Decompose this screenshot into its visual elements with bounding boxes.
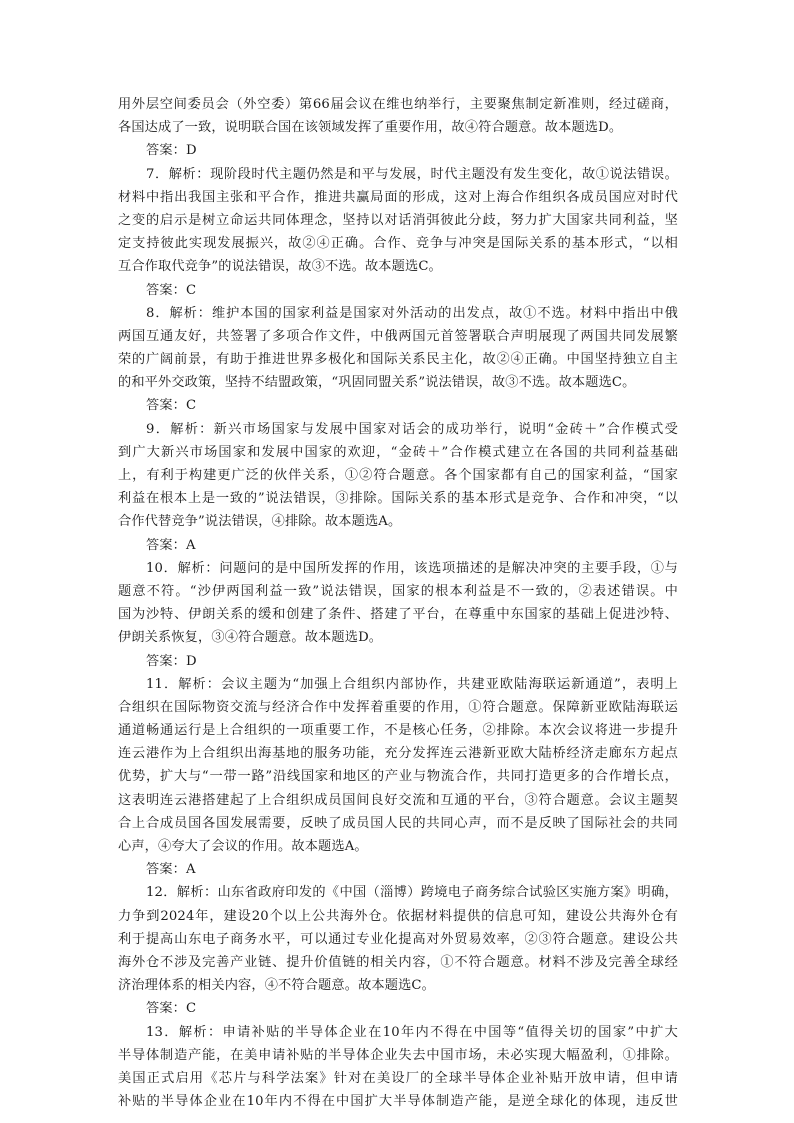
- text-line: 互合作取代竞争”的说法错误，故③不选。故本题选C。: [118, 259, 442, 275]
- answer-line: 答案：A: [146, 862, 196, 878]
- text-line: 心声，④夸大了会议的作用。故本题选A。: [118, 839, 368, 854]
- text-line: 优势，扩大与“一带一路”沿线国家和地区的产业与物流合作，共同打造更多的合作增长点，: [118, 769, 678, 785]
- text-line: 利益在根本上是一致的”说法错误，③排除。国际关系的基本形式是竞争、合作和冲突，“以: [118, 491, 678, 507]
- answer-line: 答案：D: [146, 143, 197, 159]
- text-line: 合组织在国际物资交流与经济合作中发挥着重要的作用，①符合题意。保障新亚欧陆海联运: [118, 699, 678, 715]
- text-line: 这表明连云港搭建起了上合组织成员国间良好交流和互通的平台，③符合题意。会议主题契: [118, 792, 678, 808]
- text-line: 的和平外交政策，坚持不结盟政策，“巩固同盟关系”说法错误，故③不选。故本题选C。: [118, 375, 636, 391]
- answer-line: 答案：D: [146, 653, 197, 669]
- text-line: 连云港作为上合组织出海基地的服务功能，充分发挥连云港新亚欧大陆桥经济走廊东方起点: [118, 746, 678, 762]
- text-line: 海外仓不涉及完善产业链、提升价值链的相关内容，①不符合题意。材料不涉及完善全球经: [118, 954, 678, 970]
- answer-line: 答案：A: [146, 537, 196, 553]
- text-line: 美国正式启用《芯片与科学法案》针对在美设厂的全球半导体企业补贴开放申请，但申请: [118, 1070, 678, 1086]
- answer-line: 答案：C: [146, 282, 197, 298]
- text-line: 半导体制造产能，在美申请补贴的半导体企业失去中国市场，未必实现大幅盈利，①排除。: [118, 1047, 678, 1063]
- text-line: 用外层空间委员会（外空委）第66届会议在维也纳举行，主要聚焦制定新准则，经过磋商，: [118, 97, 678, 112]
- text-line: 11．解析：会议主题为“加强上合组织内部协作，共建亚欧陆海联运新通道”，表明上: [146, 676, 678, 692]
- text-line: 9．解析：新兴市场国家与发展中国家对话会的成功举行，说明“金砖＋”合作模式受: [146, 421, 678, 437]
- text-line: 10．解析：问题问的是中国所发挥的作用，该选项描述的是解决冲突的主要手段，①与: [146, 560, 678, 576]
- text-line: 利于提高山东电子商务水平，可以通过专业化提高对外贸易效率，②③符合题意。建设公共: [118, 931, 678, 947]
- text-line: 到广大新兴市场国家和发展中国家的欢迎，“金砖＋”合作模式建立在各国的共同利益基础: [118, 444, 678, 460]
- text-line: 合上合成员国各国发展需要，反映了成员国人民的共同心声，而不是反映了国际社会的共同: [118, 815, 678, 831]
- text-line: 之变的启示是树立命运共同体理念，坚持以对话消弭彼此分歧，努力扩大国家共同利益，坚: [118, 212, 678, 228]
- text-line: 7．解析：现阶段时代主题仍然是和平与发展，时代主题没有发生变化，故①说法错误。: [146, 166, 678, 182]
- answer-line: 答案：C: [146, 398, 197, 414]
- text-line: 补贴的半导体企业在10年内不得在中国扩大半导体制造产能，是逆全球化的体现，违反世: [118, 1094, 678, 1110]
- text-line: 12．解析：山东省政府印发的《中国（淄博）跨境电子商务综合试验区实施方案》明确，: [146, 885, 678, 901]
- text-line: 定支持彼此实现发展振兴，故②④正确。合作、竞争与冲突是国际关系的基本形式，“以相: [118, 236, 678, 252]
- text-line: 通道畅通运行是上合组织的一项重要工作，不是核心任务，②排除。本次会议将进一步提升: [118, 723, 678, 739]
- text-line: 伊朗关系恢复，③④符合题意。故本题选D。: [118, 630, 383, 646]
- text-line: 荣的广阔前景，有助于推进世界多极化和国际关系民主化，故②④正确。中国坚持独立自主: [118, 352, 678, 368]
- text-line: 力争到2024年，建设20个以上公共海外仓。依据材料提供的信息可知，建设公共海外仓有: [118, 908, 678, 924]
- text-line: 国为沙特、伊朗关系的缓和创建了条件、搭建了平台，在尊重中东国家的基础上促进沙特、: [118, 607, 678, 623]
- text-line: 济治理体系的相关内容，④不符合题意。故本题选C。: [118, 978, 436, 994]
- text-line: 题意不符。“沙伊两国利益一致”说法错误，国家的根本利益是不一致的，②表述错误。中: [118, 583, 678, 599]
- text-line: 合作代替竞争”说法错误，④排除。故本题选A。: [118, 514, 402, 530]
- text-line: 材料中指出我国主张和平合作，推进共赢局面的形成，这对上海合作组织各成员国应对时代: [118, 189, 678, 205]
- answer-line: 答案：C: [146, 1001, 197, 1017]
- text-line: 上，有利于构建更广泛的伙伴关系，①②符合题意。各个国家都有自己的国家利益，“国家: [118, 468, 678, 483]
- text-line: 13．解析：申请补贴的半导体企业在10年内不得在中国等“值得关切的国家”中扩大: [146, 1024, 678, 1040]
- document-page: [118, 93, 678, 1113]
- text-line: 两国互通友好，共签署了多项合作文件，中俄两国元首签署联合声明展现了两国共同发展繁: [118, 328, 678, 344]
- text-line: 8．解析：维护本国的国家利益是国家对外活动的出发点，故①不选。材料中指出中俄: [146, 305, 678, 321]
- text-line: 各国达成了一致，说明联合国在该领域发挥了重要作用，故④符合题意。故本题选D。: [118, 120, 623, 136]
